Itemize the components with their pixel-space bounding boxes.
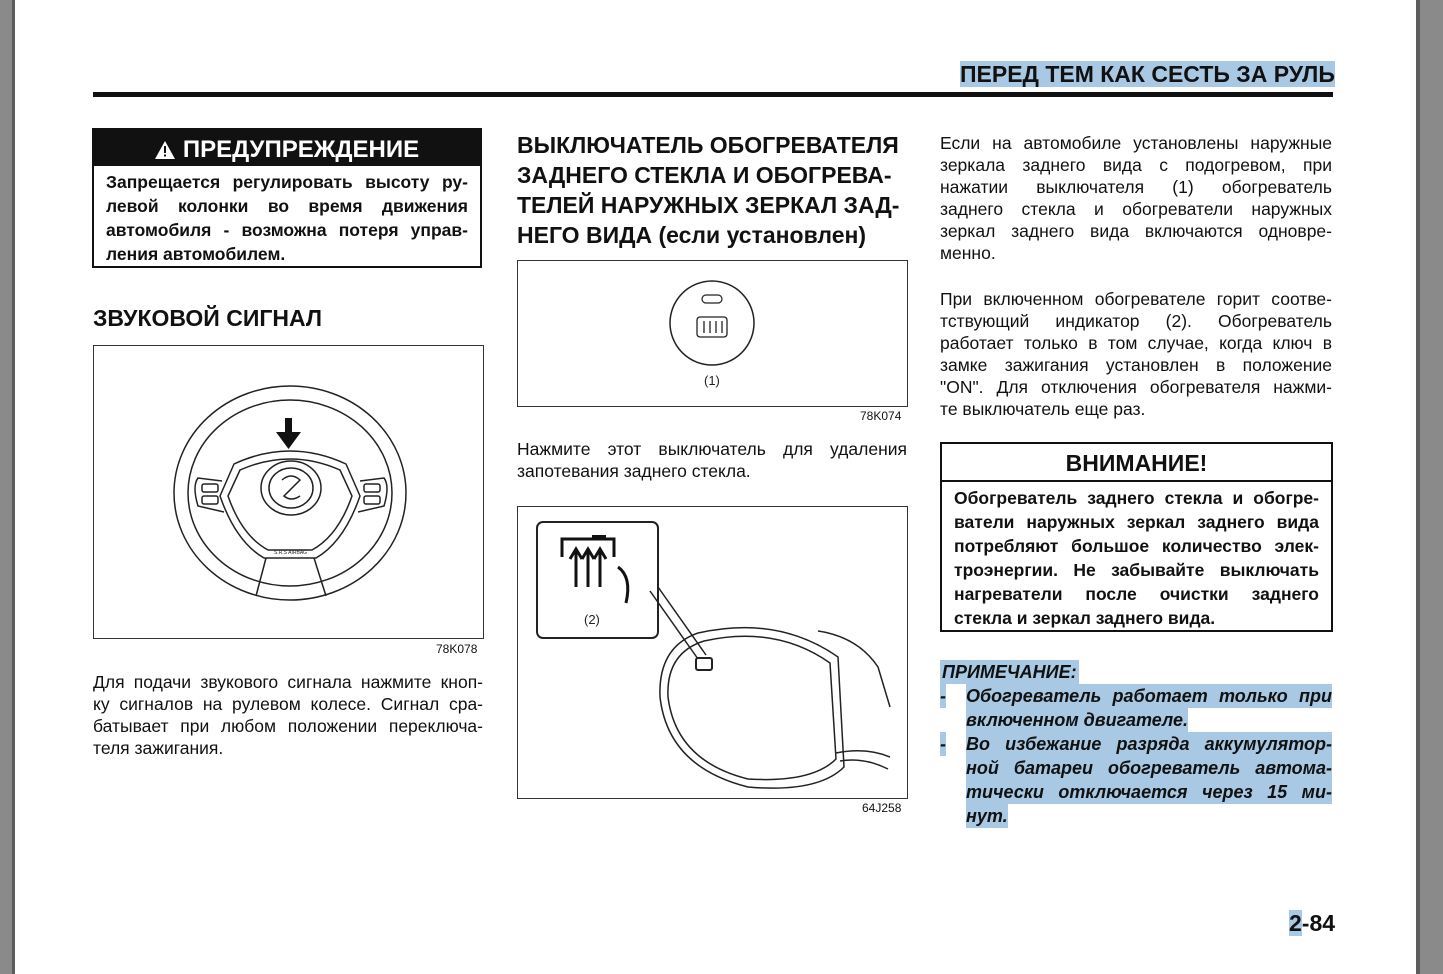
horn-section-title: ЗВУКОВОЙ СИГНАЛ [93,305,323,331]
note-dash: - [940,686,946,706]
warning-heading [94,130,480,166]
page-number [1289,908,1335,938]
paragraph-line: нажатии выключателя (1) обогреватель [940,177,1332,197]
paragraph-line: зеркал заднего вида включаются одновре- [940,221,1332,241]
press-text-line: запотевания заднего стекла. [517,461,751,481]
paragraph-line: При включенном обогревателе горит соотве- [940,289,1332,309]
note-item [940,732,1332,828]
caution-line: троэнергии. Не забывайте выключать [954,560,1319,580]
caution-line: ватели наружных зеркал заднего вида [954,512,1319,532]
page-header-title: ПЕРЕД ТЕМ КАК СЕСТЬ ЗА РУЛЬ [960,61,1335,87]
horn-text-line: теля зажигания. [93,738,224,758]
rear-defrost-icon [697,317,727,337]
press-text-line: Нажмите этот выключатель для удаления [517,439,907,459]
rear-defogger-switch-illustration [518,261,907,406]
caution-text [942,482,1331,630]
warning-triangle-icon [155,141,175,159]
caution-box [940,442,1333,632]
header-rule [93,92,1333,97]
page-number-prefix: 2 [1289,910,1302,936]
warning-box [92,128,482,268]
horn-text-line: ку сигналов на рулевом колесе. Сигнал сра- [93,694,483,714]
arrow-down-icon [276,418,301,449]
note-line: включенном двигателе. [966,710,1188,730]
caution-heading: ВНИМАНИЕ! [942,444,1331,482]
switch-callout: (1) [704,373,720,388]
switch-figure [517,260,908,407]
mirror-indicator [696,658,712,670]
heater-title-line: ВЫКЛЮЧАТЕЛЬ ОБОГРЕВАТЕЛЯ [517,132,899,158]
paragraph-line: Если на автомобиле установлены наружные [940,133,1332,153]
press-switch-text [517,438,907,482]
caution-line: нагреватели после очистки заднего [954,584,1319,604]
note-line: ной батареи обогреватель автома- [966,758,1332,778]
paragraph-line: работает только в том случае, когда ключ в [940,333,1332,353]
warning-line: автомобиля - возможна потеря управ- [106,220,468,240]
horn-description [93,671,483,759]
mirror-figure [517,506,908,799]
steering-wheel-figure [93,345,484,639]
mirror-callout: (2) [584,612,600,627]
horn-text-line: Для подачи звукового сигнала нажмите кноп- [93,672,483,692]
heater-title-line: НЕГО ВИДА (если установлен) [517,222,867,248]
caution-line: стекла и зеркал заднего вида. [954,608,1216,628]
paragraph-line: менно. [940,243,996,263]
viewer-left-margin [0,0,12,974]
note-line: Во избежание разряда аккумулятор- [966,734,1332,754]
warning-text [94,166,480,266]
viewer-scrollbar[interactable] [1420,0,1443,974]
steering-wheel-illustration [94,346,483,638]
page-number-rest: -84 [1301,910,1336,936]
warning-line: левой колонки во время движения [106,196,468,216]
paragraph-line: зеркала заднего вида с подогревом, при [940,155,1332,175]
heater-section-title [517,130,899,250]
paragraph-line: "ON". Для отключения обогревателя нажми- [940,377,1332,397]
figure-code-78K074: 78K074 [860,409,902,423]
indicator-paragraph [940,288,1332,420]
caution-line: Обогреватель заднего стекла и обогре- [954,488,1319,508]
note-item [940,684,1332,732]
heated-mirrors-paragraph [940,132,1332,264]
heater-title-line: ТЕЛЕЙ НАРУЖНЫХ ЗЕРКАЛ ЗАД- [517,192,900,218]
warning-line: ления автомобилем. [106,244,286,264]
warning-line: Запрещается регулировать высоту ру- [106,172,468,192]
note-line: Обогреватель работает только при [966,686,1332,706]
svg-text:S.R.S AIRBAG: S.R.S AIRBAG [274,550,308,556]
paragraph-line: заднего стекла и обогреватели наружных [940,199,1332,219]
paragraph-line: тствующий индикатор (2). Обогреватель [940,311,1332,331]
paragraph-line: замке зажигания установлен в положение [940,355,1332,375]
mirror-indicator-illustration [518,507,907,798]
figure-code-78K078: 78K078 [436,642,478,656]
note-dash: - [940,734,946,754]
horn-text-line: батывает при любом положении переключа- [93,716,483,736]
note-line: нут. [966,806,1008,826]
note-line: тически отключается через 15 ми- [966,782,1332,802]
heater-title-line: ЗАДНЕГО СТЕКЛА И ОБОГРЕВА- [517,162,892,188]
note-title: ПРИМЕЧАНИЕ: [942,662,1077,682]
figure-code-64J258: 64J258 [862,801,902,815]
viewer-left-edge [12,0,15,974]
note-block [940,660,1332,828]
paragraph-line: те выключатель еще раз. [940,399,1146,419]
warning-heading-text: ПРЕДУПРЕЖДЕНИЕ [182,136,420,163]
caution-line: потребляют большое количество элек- [954,536,1319,556]
